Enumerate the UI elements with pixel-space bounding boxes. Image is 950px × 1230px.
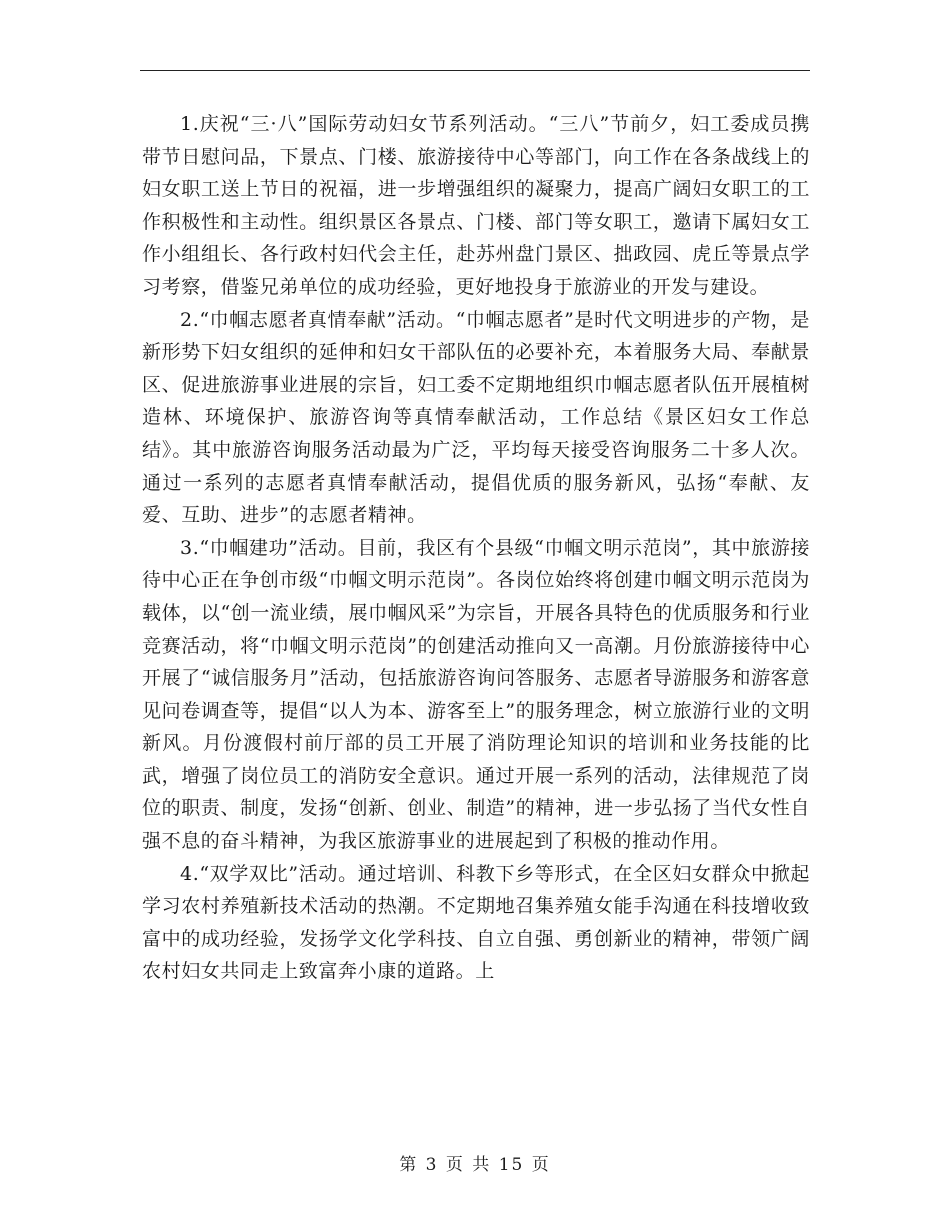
paragraph-3: 3.“巾帼建功”活动。目前，我区有个县级“巾帼文明示范岗”，其中旅游接待中心正在争创市级“巾帼文明示范岗”。各岗位始终将创建巾帼文明示范岗为载体，以“创一流业绩，展巾帼风采”为宗旨，开展各具特色的优质服务和行业竞赛活动，将“巾帼文明示范岗”的创建活动推向又一高潮。月份旅游接待中心开展了“诚信服务月”活动，包括旅游咨询问答服务、志愿者导游服务和游客意见问卷调查等，提倡“以人为本、游客至上”的服务理念，树立旅游行业的文明新风。月份渡假村前厅部的员工开展了消防理论知识的培训和业务技能的比武，增强了岗位员工的消防安全意识。通过开展一系列的活动，法律规范了岗位的职责、制度，发扬“创新、创业、制造”的精神，进一步弘扬了当代女性自强不息的奋斗精神，为我区旅游事业的进展起到了积极的推动作用。 bbox=[142, 536, 810, 853]
paragraph-4: 4.“双学双比”活动。通过培训、科教下乡等形式，在全区妇女群众中掀起学习农村养殖新技术活动的热潮。不定期地召集养殖女能手沟通在科技增收致富中的成功经验，发扬学文化学科技、自立自强、勇创新业的精神，带领广阔农村妇女共同走上致富奔小康的道路。上 bbox=[142, 862, 810, 983]
document-body bbox=[142, 108, 810, 988]
paragraph-1: 1.庆祝“三·八”国际劳动妇女节系列活动。“三八”节前夕，妇工委成员携带节日慰问品，下景点、门楼、旅游接待中心等部门，向工作在各条战线上的妇女职工送上节日的祝福，进一步增强组织的凝聚力，提高广阔妇女职工的工作积极性和主动性。组织景区各景点、门楼、部门等女职工，邀请下属妇女工作小组组长、各行政村妇代会主任，赴苏州盘门景区、拙政园、虎丘等景点学习考察，借鉴兄弟单位的成功经验，更好地投身于旅游业的开发与建设。 bbox=[142, 113, 810, 298]
header-rule bbox=[140, 70, 810, 71]
paragraph-2: 2.“巾帼志愿者真情奉献”活动。“巾帼志愿者”是时代文明进步的产物，是新形势下妇女组织的延伸和妇女干部队伍的必要补充，本着服务大局、奉献景区、促进旅游事业进展的宗旨，妇工委不定期地组织巾帼志愿者队伍开展植树造林、环境保护、旅游咨询等真情奉献活动，工作总结《景区妇女工作总结》。其中旅游咨询服务活动最为广泛，平均每天接受咨询服务二十多人次。通过一系列的志愿者真情奉献活动，提倡优质的服务新风，弘扬“奉献、友爱、互助、进步”的志愿者精神。 bbox=[142, 308, 810, 527]
page-number: 第 3 页 共 15 页 bbox=[399, 1155, 551, 1175]
